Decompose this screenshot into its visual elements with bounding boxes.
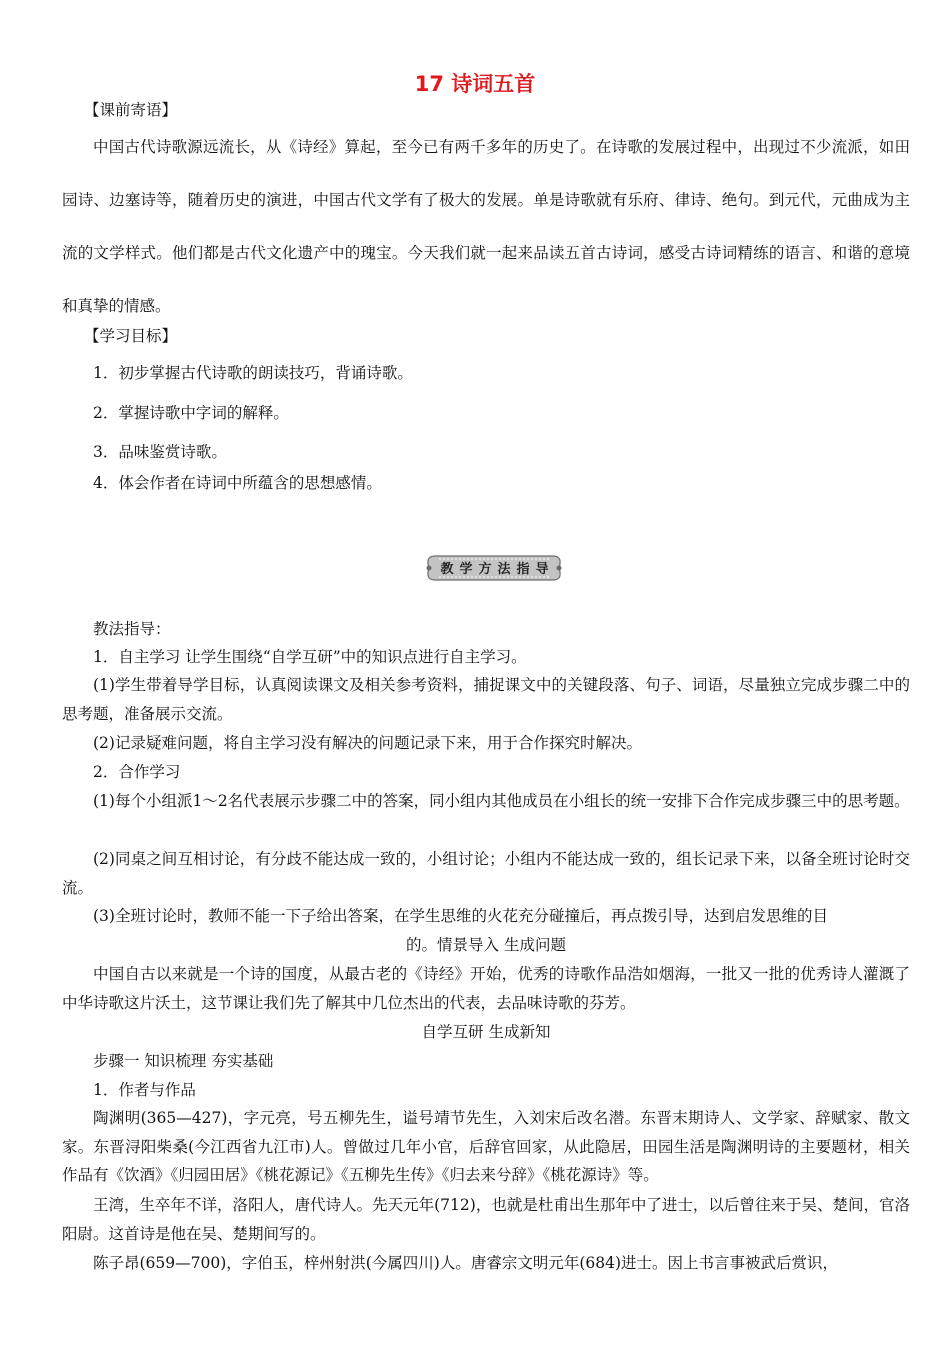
method-p3: (2)记录疑难问题，将自主学习没有解决的问题记录下来，用于合作探究时解决。 [93,734,642,752]
author-works-heading: 1．作者与作品 [93,1081,196,1099]
method-p2: (1)学生带着导学目标，认真阅读课文及相关参考资料，捕捉课文中的关键段落、句子、词语，尽量独立完成步骤二中的思考题，准备展示交流。 [62,676,910,723]
method-heading: 教法指导： [93,620,171,638]
method-p1: 1．自主学习 让学生围绕“自学互研”中的知识点进行自主学习。 [93,648,527,666]
objective-item: 1．初步掌握古代诗歌的朗读技巧，背诵诗歌。 [93,364,413,382]
banner-char: 方 [478,562,492,577]
self-study-heading: 自学互研 生成新知 [421,1023,551,1041]
method-p5: (1)每个小组派1～2名代表展示步骤二中的答案，同小组内其他成员在小组长的统一安排下合作完成步骤三中的思考题。 [93,792,910,810]
chen-ziang-bio: 陈子昂(659—700)，字伯玉，梓州射洪(今属四川)人。唐睿宗文明元年(684)进士。因上书言事被武后赏识， [93,1254,839,1272]
step-one-heading: 步骤一 知识梳理 夯实基础 [93,1052,274,1070]
tao-yuanming-bio: 陶渊明(365—427)，字元亮，号五柳先生，谥号靖节先生，入刘宋后改名潜。东晋末期诗人、文学家、辞赋家、散文家。东晋浔阳柴桑(今江西省九江市)人。曾做过几年小官，后辞官回家，从此隐居，田园生活是陶渊明诗的主要题材，相关作品有《饮酒》《归园田居》《桃花源记》《五柳先生传》《归去来兮辞》《桃花源诗》等。 [62,1109,910,1184]
objective-item: 3．品味鉴赏诗歌。 [93,443,227,461]
banner-char: 教 [440,562,454,577]
method-p6: (2)同桌之间互相讨论，有分歧不能达成一致的，小组讨论；小组内不能达成一致的，组长记录下来，以备全班讨论时交流。 [62,850,910,897]
banner-char: 法 [497,562,511,577]
banner-char: 导 [535,562,549,577]
banner-char: 指 [516,562,530,577]
objective-item: 2．掌握诗歌中字词的解释。 [93,404,289,422]
pre-class-heading: 【课前寄语】 [84,101,178,119]
method-p7: (3)全班讨论时，教师不能一下子给出答案，在学生思维的火花充分碰撞后，再点拨引导，达到启发思维的目 [93,907,828,925]
objectives-heading: 【学习目标】 [84,327,178,345]
banner-char: 学 [459,562,473,577]
method-p4: 2．合作学习 [93,763,181,781]
objective-item: 4．体会作者在诗词中所蕴含的思想感情。 [93,474,382,492]
page-title: 17 诗词五首 [414,72,536,96]
pre-class-text: 中国古代诗歌源远流长，从《诗经》算起，至今已有两千多年的历史了。在诗歌的发展过程中，出现过不少流派，如田园诗、边塞诗等，随着历史的演进，中国古代文学有了极大的发展。单是诗歌就有乐府、律诗、绝句。到元代，元曲成为主流的文学样式。他们都是古代文化遗产中的瑰宝。今天我们就一起来品读五首古诗词，感受古诗词精练的语言、和谐的意境和真挚的情感。 [62,138,910,315]
intro-text: 中国自古以来就是一个诗的国度，从最古老的《诗经》开始，优秀的诗歌作品浩如烟海，一批又一批的优秀诗人灌溉了中华诗歌这片沃土，这节课让我们先了解其中几位杰出的代表，去品味诗歌的芬芳。 [62,965,910,1012]
wang-wan-bio: 王湾，生卒年不详，洛阳人，唐代诗人。先天元年(712)，也就是杜甫出生那年中了进士，以后曾往来于吴、楚间，官洛阳尉。这首诗是他在吴、楚期间写的。 [62,1196,910,1243]
teaching-method-banner [425,553,563,583]
situation-intro-heading: 的。情景导入 生成问题 [406,936,566,954]
